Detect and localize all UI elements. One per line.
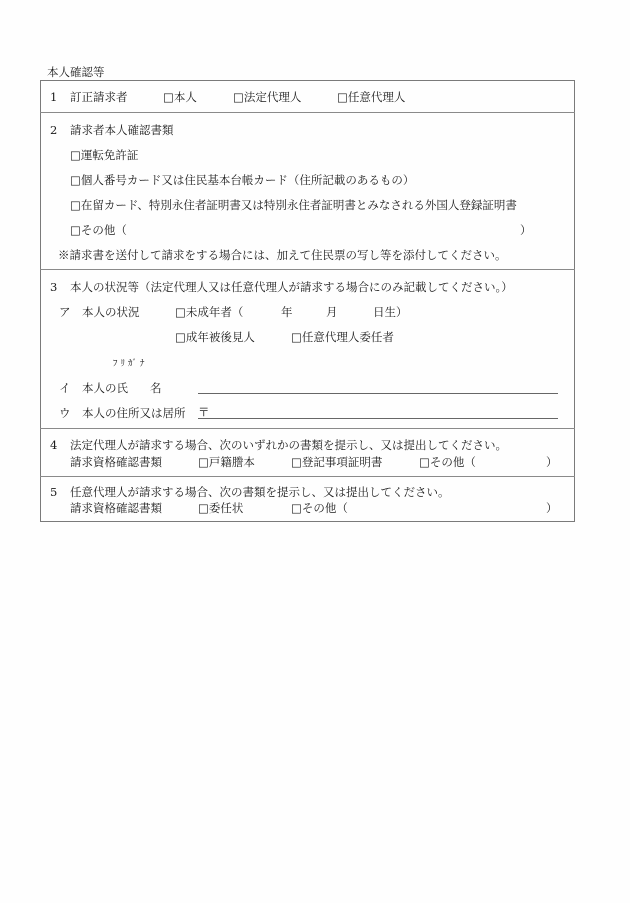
address-label: 本人の住所又は居所 xyxy=(82,406,186,420)
section2-note: ※請求書を送付して請求をする場合には、加えて住民票の写し等を添付してください。 xyxy=(58,248,507,262)
section5-doc-label: 請求資格確認書類 xyxy=(70,501,162,515)
checkbox-legal-representative[interactable]: □ 法定代理人 xyxy=(233,90,301,104)
checkbox-minor[interactable]: □ 未成年者（ xyxy=(175,305,243,319)
section4-label: 法定代理人が請求する場合、次のいずれかの書類を提示し、又は提出してください。 xyxy=(70,438,507,452)
section3-label: 本人の状況等（法定代理人又は任意代理人が請求する場合にのみ記載してください。） xyxy=(70,280,513,294)
other-id-close-paren: ） xyxy=(520,223,532,237)
checkbox-other-id[interactable]: □ その他（ xyxy=(70,223,127,237)
checkbox-section4-other[interactable]: □ その他（ xyxy=(419,455,476,469)
furigana-label: ﾌﾘｶﾞﾅ xyxy=(113,359,148,369)
checkbox-drivers-license[interactable]: □ 運転免許証 xyxy=(70,148,138,162)
checkbox-family-register[interactable]: □ 戸籍謄本 xyxy=(198,455,255,469)
birth-day-label: 日生） xyxy=(373,305,408,319)
section4-close-paren: ） xyxy=(546,455,558,469)
checkbox-power-of-attorney[interactable]: □ 委任状 xyxy=(198,501,243,515)
section4-doc-label: 請求資格確認書類 xyxy=(70,455,162,469)
checkbox-residence-card[interactable]: □ 在留カード、特別永住者証明書又は特別永住者証明書とみなされる外国人登録証明書 xyxy=(70,198,517,212)
checkbox-section5-other[interactable]: □ その他（ xyxy=(291,501,348,515)
checkbox-my-number-card[interactable]: □ 個人番号カード又は住民基本台帳カード（住所記載のあるもの） xyxy=(70,173,414,187)
item-a-marker: ア xyxy=(59,305,71,319)
divider xyxy=(40,112,575,113)
divider xyxy=(40,269,575,270)
checkbox-registry-certificate[interactable]: □ 登記事項証明書 xyxy=(291,455,382,469)
section2-label: 請求者本人確認書類 xyxy=(70,123,174,137)
form-title: 本人確認等 xyxy=(47,65,105,79)
section2-number: 2 xyxy=(50,123,58,137)
birth-year-label: 年 xyxy=(281,305,293,319)
address-input-line[interactable] xyxy=(198,418,558,419)
name-input-line[interactable] xyxy=(198,393,558,394)
section5-number: 5 xyxy=(50,485,58,499)
postal-mark: 〒 xyxy=(198,405,210,419)
item-u-marker: ウ xyxy=(59,406,71,420)
section3-number: 3 xyxy=(50,280,58,294)
name-label-2: 名 xyxy=(150,381,162,395)
birth-month-label: 月 xyxy=(326,305,338,319)
item-a-label: 本人の状況 xyxy=(82,305,140,319)
checkbox-voluntary-agent[interactable]: □ 任意代理人 xyxy=(337,90,405,104)
section5-label: 任意代理人が請求する場合、次の書類を提示し、又は提出してください。 xyxy=(70,485,450,499)
item-i-marker: イ xyxy=(59,381,71,395)
name-label-1: 本人の氏 xyxy=(82,381,128,395)
section1-label: 訂正請求者 xyxy=(70,90,128,104)
divider xyxy=(40,476,575,477)
section1-number: 1 xyxy=(50,90,58,104)
section4-number: 4 xyxy=(50,438,58,452)
section5-close-paren: ） xyxy=(546,501,558,515)
checkbox-principal[interactable]: □ 任意代理人委任者 xyxy=(291,330,394,344)
checkbox-adult-ward[interactable]: □ 成年被後見人 xyxy=(175,330,255,344)
checkbox-self[interactable]: □ 本人 xyxy=(163,90,197,104)
divider xyxy=(40,428,575,429)
